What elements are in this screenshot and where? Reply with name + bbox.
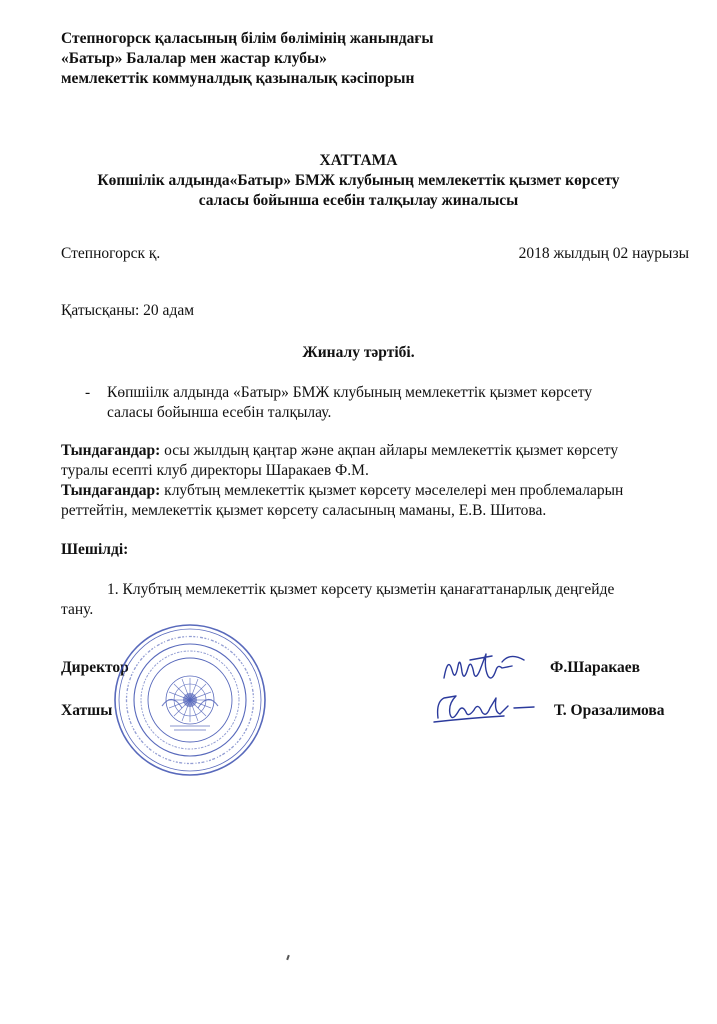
agenda-bullet: - bbox=[85, 384, 91, 401]
document-subtitle-line-2: саласы бойынша есебін талқылау жиналысы bbox=[198, 192, 519, 209]
director-name: Ф.Шаракаев bbox=[550, 659, 641, 676]
official-stamp bbox=[112, 622, 268, 778]
place-label: Степногорск қ. bbox=[61, 245, 161, 262]
decision-item-line-1: 1. Клубтың мемлекеттік қызмет көрсету қызметін қанағаттанарлық деңгейде bbox=[107, 581, 615, 598]
decision-heading: Шешілді: bbox=[61, 541, 129, 558]
document-title: ХАТТАМА bbox=[319, 152, 398, 169]
attendance-text: Қатысқаны: 20 адам bbox=[61, 302, 195, 319]
secretary-signature bbox=[430, 688, 540, 728]
director-label: Директор bbox=[61, 659, 129, 676]
heard-paragraph-1-line-2: туралы есепті клуб директоры Шаракаев Ф.М. bbox=[61, 462, 369, 479]
agenda-item-line-2: саласы бойынша есебін талқылау. bbox=[107, 404, 332, 421]
director-signature bbox=[440, 648, 530, 686]
heard-paragraph-1-line-1 bbox=[61, 441, 618, 461]
heard-paragraph-2-line-1 bbox=[61, 481, 623, 501]
date-label: 2018 жылдың 02 наурызы bbox=[518, 245, 689, 262]
document-subtitle-line-1: Көпшілік алдында«Батыр» БМЖ клубының мемлекеттік қызмет көрсету bbox=[97, 172, 620, 189]
stray-mark bbox=[286, 955, 290, 960]
heard-label-1: Тындағандар: bbox=[61, 442, 161, 459]
header-line-1: Степногорск қаласының білім бөлімінің жанындағы bbox=[61, 30, 434, 47]
agenda-heading: Жиналу тәртібі. bbox=[302, 344, 415, 361]
heard-text-2: клубтың мемлекеттік қызмет көрсету мәселелері мен проблемаларын bbox=[160, 482, 624, 499]
decision-item-line-2: тану. bbox=[61, 601, 94, 618]
heard-text-1: осы жылдың қаңтар және ақпан айлары мемлекеттік қызмет көрсету bbox=[160, 442, 619, 459]
header-line-2: «Батыр» Балалар мен жастар клубы» bbox=[61, 50, 327, 67]
heard-label-2: Тындағандар: bbox=[61, 482, 161, 499]
secretary-label: Хатшы bbox=[61, 702, 113, 719]
heard-paragraph-2-line-2: реттейтін, мемлекеттік қызмет көрсету саласының маманы, Е.В. Шитова. bbox=[61, 502, 547, 519]
secretary-name: Т. Оразалимова bbox=[554, 702, 665, 719]
agenda-item-line-1: Көпшіілк алдында «Батыр» БМЖ клубының мемлекеттік қызмет көрсету bbox=[107, 384, 593, 401]
header-line-3: мемлекеттік коммуналдық қазыналық кәсіпорын bbox=[61, 70, 415, 87]
